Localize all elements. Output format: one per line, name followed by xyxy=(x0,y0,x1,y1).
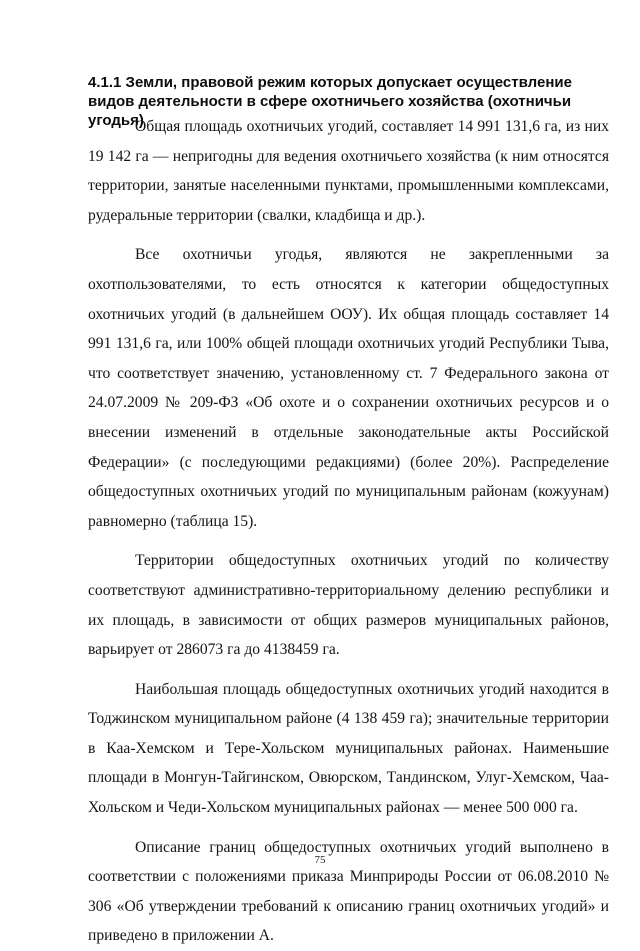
paragraph-public-grounds: Все охотничьи угодья, являются не закрепленными за охотпользователями, то есть относятся к категории общедоступных охотничьих угодий (в дальнейшем ООУ). Их общая площадь составляет 14 991 131,6 га, или 100% общей площади охотничьих угодий Республики Тыва, что соответствует значению, установленному ст. 7 Федерального закона от 24.07.2009 № 209-ФЗ «Об охоте и о сохранении охотничьих ресурсов и о внесении изменений в отдельные законодательные акты Российской Федерации» (с последующими редакциями) (более 20%). Распределение общедоступных охотничьих угодий по муниципальным районам (кожуунам) равномерно (таблица 15). xyxy=(88,246,609,530)
section-title: Земли, правовой режим которых допускает осуществление видов деятельности в сфере охотничьего хозяйства (охотничьи угодья) xyxy=(88,74,572,129)
section-number: 4.1.1 xyxy=(88,74,122,91)
page-number: 75 xyxy=(314,854,326,866)
paragraph-territories: Территории общедоступных охотничьих угодий по количеству соответствуют административно-территориальному делению республики и их площадь, в зависимости от общих размеров муниципальных районов, варьирует от 286073 га до 4138459 га. xyxy=(88,552,609,659)
paragraph-boundaries: Описание границ общедоступных охотничьих угодий выполнено в соответствии с положениями приказа Минприроды России от 06.08.2010 № 306 «Об утверждении требований к описанию границ охотничьих угодий» и приведено в приложении А. xyxy=(88,838,609,945)
document-body xyxy=(88,112,609,951)
paragraph-total-area: Общая площадь охотничьих угодий, составляет 14 991 131,6 га, из них 19 142 га — непригодны для ведения охотничьего хозяйства (к ним относятся территории, занятые населенными пунктами, промышленными комплексами, рудеральные территории (свалки, кладбища и др.). xyxy=(88,118,609,224)
paragraph-largest-smallest: Наибольшая площадь общедоступных охотничьих угодий находится в Тоджинском муниципальном районе (4 138 459 га); значительные территории в Каа-Хемском и Тере-Хольском муниципальных районах. Наименьшие площади в Монгун-Тайгинском, Овюрском, Тандинском, Улуг-Хемском, Чаа-Хольском и Чеди-Хольском муниципальных районах — менее 500 000 га. xyxy=(88,680,609,817)
